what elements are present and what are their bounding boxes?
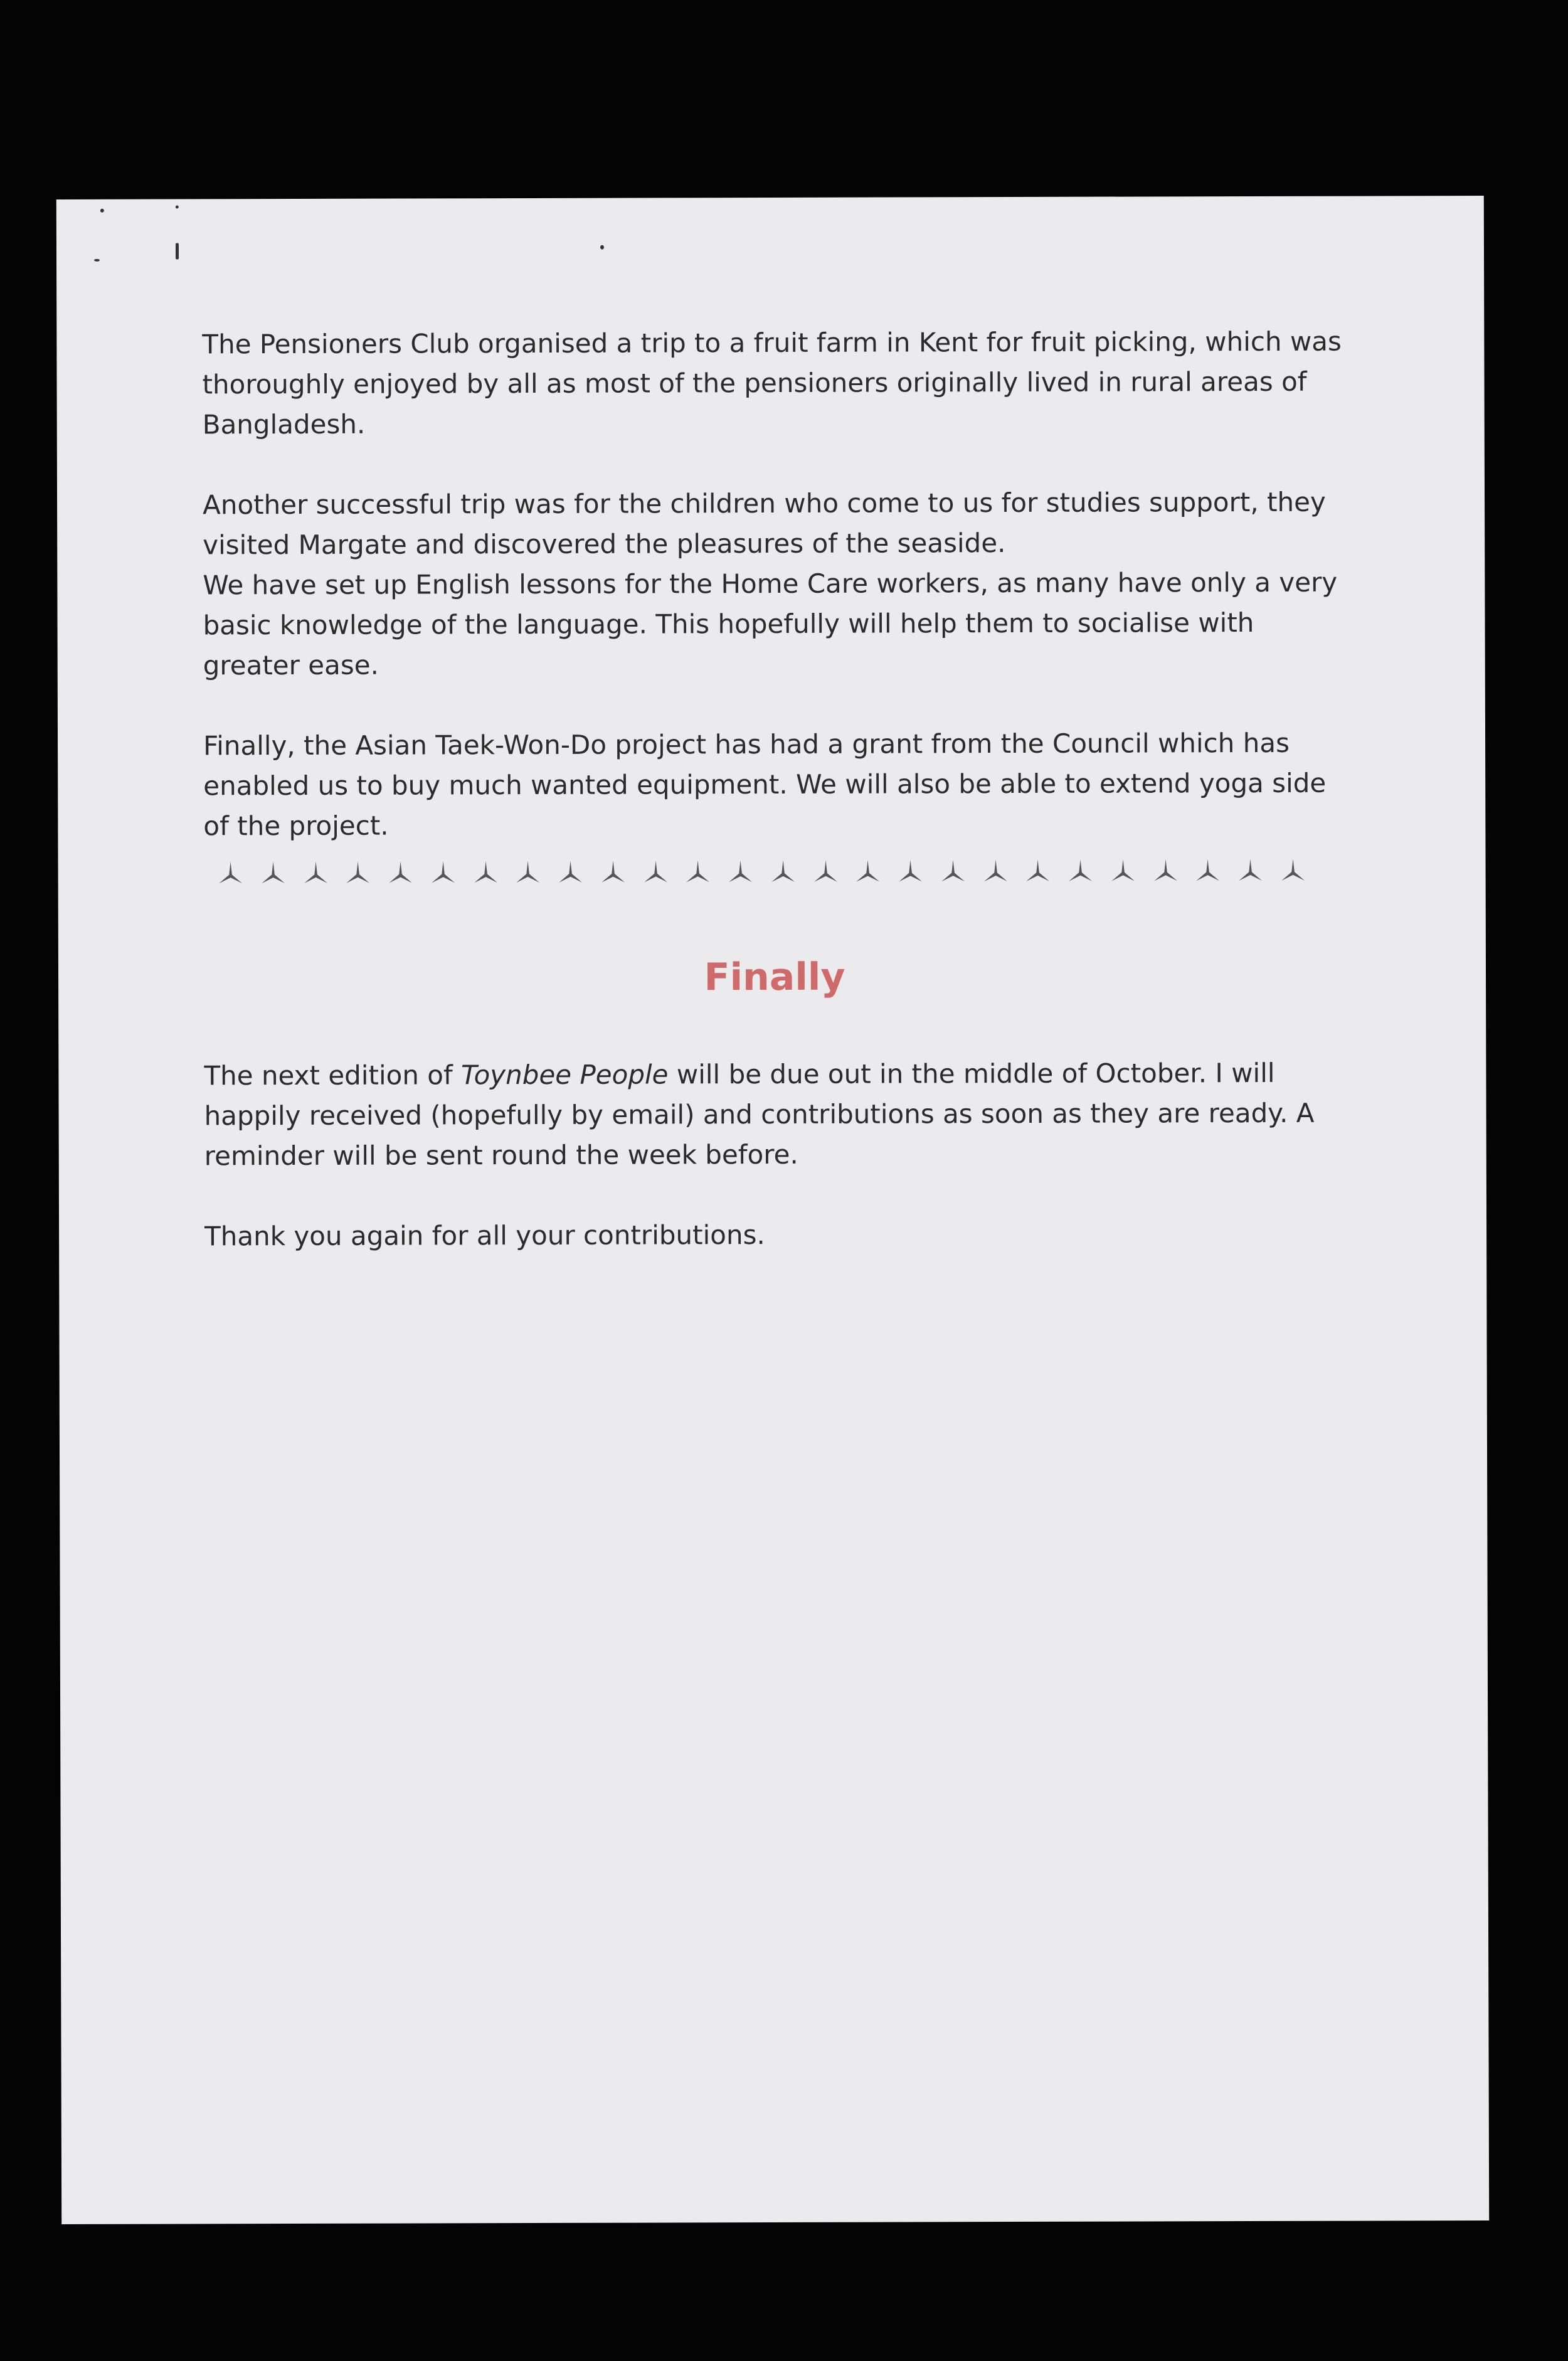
tri-star-icon [1194, 856, 1222, 885]
tri-star-icon [811, 857, 840, 886]
tri-star-icon [981, 857, 1010, 886]
paper-speck [100, 209, 104, 213]
tri-star-icon [344, 859, 373, 888]
tri-star-icon [768, 857, 797, 886]
next-edition-text-after: will be due out in the middle of October. I will happily received (hopefully by email) and contributions as soon as they are ready. A reminder will be sent round the week before. [204, 1057, 1315, 1172]
newsletter-title: Toynbee People [461, 1059, 669, 1091]
paragraph-children-trip: Another successful trip was for the children who come to us for studies support, they visited Margate and discovered the pleasures of the seaside. [202, 486, 1326, 561]
tri-star-icon [598, 858, 627, 887]
tri-star-icon [641, 857, 670, 886]
tri-star-icon [1066, 857, 1095, 886]
paragraph-thanks: Thank you again for all your contributions. [204, 1219, 765, 1252]
paper-speck [600, 245, 604, 250]
tri-star-icon [301, 859, 330, 888]
tri-star-icon [1236, 856, 1265, 885]
paper-speck [176, 243, 179, 259]
paragraph-english-lessons: We have set up English lessons for the Home Care workers, as many have only a very basic knowledge of the language. This hopefully will help them to socialise with greater ease. [203, 566, 1338, 681]
tri-star-icon [258, 859, 287, 888]
tri-star-icon [514, 858, 543, 887]
tri-star-icon [428, 858, 457, 887]
section-heading: Finally [704, 955, 845, 1000]
tri-star-icon [1278, 856, 1307, 885]
tri-star-icon [1108, 856, 1137, 885]
tri-star-icon [556, 858, 585, 887]
paragraph-pensioners-trip: The Pensioners Club organised a trip to a fruit farm in Kent for fruit picking, which was thoroughly enjoyed by all as most of the pensioners originally lived in rural areas of Bangladesh. [202, 326, 1342, 440]
paragraph-taekwondo-grant: Finally, the Asian Taek-Won-Do project has had a grant from the Council which has enabled us to buy much wanted equipment. We will also be able to extend yoga side of the project. [203, 727, 1327, 842]
tri-star-icon [216, 859, 245, 888]
tri-star-icon [471, 858, 500, 887]
tri-star-icon [854, 857, 882, 886]
tri-star-icon [684, 857, 712, 886]
tri-star-icon [896, 857, 925, 886]
tri-star-icon [938, 857, 967, 886]
tri-star-icon [1151, 856, 1180, 885]
star-divider [216, 856, 1308, 888]
tri-star-icon [726, 857, 755, 886]
page-content [202, 322, 1346, 1297]
paper-sheet [56, 196, 1489, 2224]
paragraph-next-edition [204, 1053, 1345, 1177]
tri-star-icon [1024, 857, 1052, 886]
paper-speck [94, 259, 100, 262]
tri-star-icon [386, 858, 415, 887]
paper-speck [176, 205, 179, 208]
next-edition-text-before: The next edition of [204, 1059, 462, 1091]
